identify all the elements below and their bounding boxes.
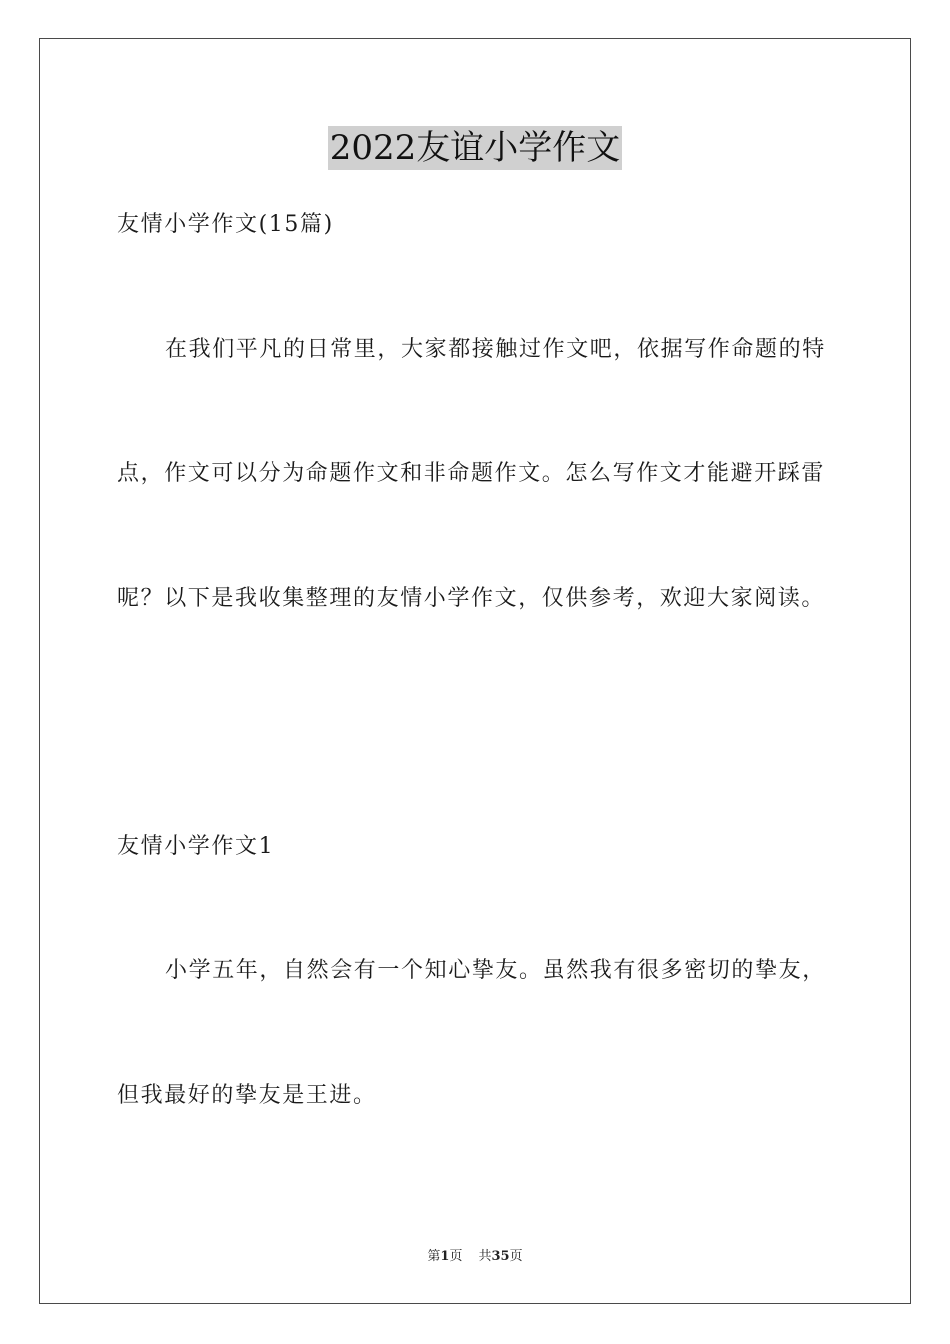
footer-page-suffix: 页 bbox=[449, 1249, 463, 1264]
section-line: 小学五年，自然会有一个知心挚友。虽然我有很多密切的挚友， bbox=[165, 958, 826, 983]
intro-line: 点，作文可以分为命题作文和非命题作文。怎么写作文才能避开踩雷 bbox=[117, 461, 826, 486]
footer-total-prefix: 共 bbox=[478, 1249, 492, 1264]
document-title: 2022友谊小学作文 bbox=[329, 128, 621, 168]
footer-total-suffix: 页 bbox=[509, 1249, 523, 1264]
document-subtitle: 友情小学作文(15篇) bbox=[117, 212, 334, 237]
section-line: 但我最好的挚友是王进。 bbox=[117, 1083, 377, 1108]
footer-page-current: 1 bbox=[440, 1249, 450, 1264]
footer-page-prefix: 第 bbox=[427, 1249, 441, 1264]
page-footer bbox=[0, 1248, 950, 1266]
intro-line: 呢？以下是我收集整理的友情小学作文，仅供参考，欢迎大家阅读。 bbox=[117, 586, 826, 611]
intro-line: 在我们平凡的日常里，大家都接触过作文吧，依据写作命题的特 bbox=[165, 337, 826, 362]
footer-page-total: 35 bbox=[491, 1249, 510, 1264]
section-heading: 友情小学作文1 bbox=[117, 834, 275, 859]
title-wrap bbox=[0, 126, 950, 170]
